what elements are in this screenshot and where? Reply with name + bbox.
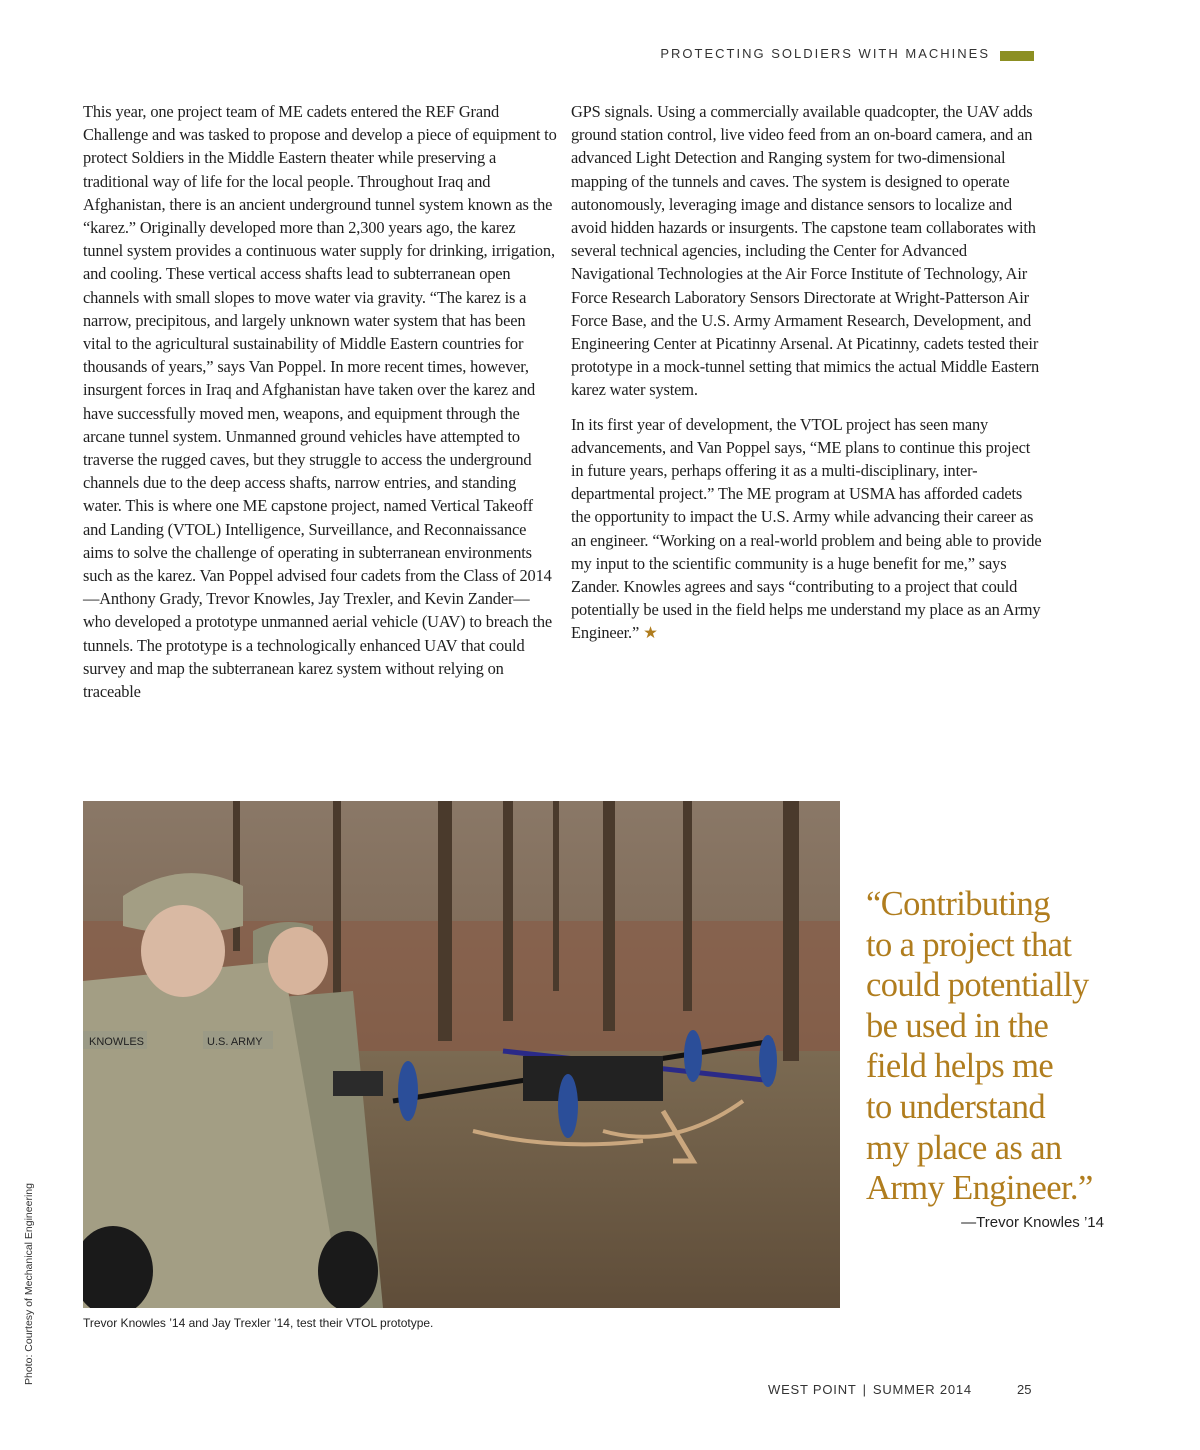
service-tape-text: U.S. ARMY <box>207 1036 263 1048</box>
footer-issue: SUMMER 2014 <box>872 1382 972 1397</box>
article-paragraph: GPS signals. Using a commercially available quadcopter, the UAV adds ground station control, live video feed from an on-board camera, and an advanced Light Detection and Ranging system for two-dimensional mapping of the tunnels and caves. The system is designed to operate autonomously, leveraging image and distance sensors to localize and avoid hidden hazards or insurgents. The capstone team collaborates with several technical agencies, including the Center for Advanced Navigational Technologies at the Air Force Institute of Technology, Air Force Research Laboratory Sensors Directorate at Wright-Patterson Air Force Base, and the U.S. Army Armament Research, Development, and Engineering Center at Picatinny Arsenal. At Picatinny, cadets tested their prototype in a mock-tunnel setting that mimics the actual Middle Eastern karez water system. <box>571 102 1040 400</box>
pull-quote-line: be used in the <box>866 1006 1049 1045</box>
article-column-right <box>571 100 1045 656</box>
pull-quote-line: to understand <box>866 1087 1046 1126</box>
article-paragraph-last <box>571 413 1045 645</box>
end-star-icon: ★ <box>643 623 658 643</box>
article-photo <box>83 801 840 1308</box>
pull-quote <box>866 884 1186 1209</box>
running-head: PROTECTING SOLDIERS WITH MACHINES <box>660 46 990 61</box>
article-paragraph: This year, one project team of ME cadets entered the REF Grand Challenge and was tasked to propose and develop a piece of equipment to protect Soldiers in the Middle Eastern theater while preserving a traditional way of life for the local people. Throughout Iraq and Afghanistan, there is an ancient underground tunnel system known as the “karez.” Originally developed more than 2,300 years ago, the karez tunnel system provides a continuous water supply for drinking, irrigation, and cooling. These vertical access shafts lead to subterranean open channels with small slopes to move water via gravity. “The karez is a narrow, precipitous, and largely unknown water system that has been vital to the agricultural sustainability of Middle Eastern countries for thousands of years,” says Van Poppel. In more recent times, however, insurgent forces in Iraq and Afghanistan have taken over the karez and have successfully moved men, weapons, and equipment through the arcane tunnel system. Unmanned ground vehicles have attempted to traverse the rugged caves, but they struggle to access the underground channels due to the deep access shafts, narrow entries, and standing water. This is where one ME capstone project, named Vertical Takeoff and Landing (VTOL) Intelligence, Surveillance, and Reconnaissance aims to solve the challenge of operating in subterranean environments such as the karez. Van Poppel advised four cadets from the Class of 2014—Anthony Grady, Trevor Knowles, Jay Trexler, and Kevin Zander—who developed a prototype unmanned aerial vehicle (UAV) to breach the tunnels. The prototype is a technologically enhanced UAV that could survey and map the subterranean karez system without relying on traceable <box>83 102 557 702</box>
footer-separator: | <box>862 1382 867 1397</box>
cadets-testing-drone-photo <box>83 801 840 1308</box>
pull-quote-line: “Contributing <box>866 885 1050 923</box>
running-head-bar <box>1000 51 1034 61</box>
photo-caption: Trevor Knowles ’14 and Jay Trexler ’14, test their VTOL prototype. <box>83 1316 434 1330</box>
page-footer <box>768 1382 972 1397</box>
photo-credit: Photo: Courtesy of Mechanical Engineering <box>23 1183 35 1385</box>
footer-publication: WEST POINT <box>768 1382 857 1397</box>
pull-quote-line: my place as an <box>866 1128 1062 1167</box>
article-paragraph-text: In its first year of development, the VTOL project has seen many advancements, and Van Poppel says, “ME plans to continue this project in future years, perhaps offering it as a multi-disciplinary, inter-departmental project.” The ME program at USMA has afforded cadets the opportunity to impact the U.S. Army while advancing their career as an engineer. “Working on a real-world problem and being able to provide my input to the scientific community is a huge benefit for me,” says Zander. Knowles agrees and says “contributing to a project that could potentially be used in the field helps me understand my place as an Army Engineer.” <box>571 414 1042 643</box>
pull-quote-attribution: —Trevor Knowles ’14 <box>961 1214 1104 1231</box>
pull-quote-line: field helps me <box>866 1047 1054 1086</box>
pull-quote-line: could potentially <box>866 966 1089 1005</box>
pull-quote-line: Army Engineer.” <box>866 1169 1093 1208</box>
pull-quote-line: to a project that <box>866 925 1072 964</box>
article-column-left <box>83 100 557 714</box>
name-tape-text: KNOWLES <box>89 1036 145 1048</box>
page-number: 25 <box>1017 1382 1032 1397</box>
